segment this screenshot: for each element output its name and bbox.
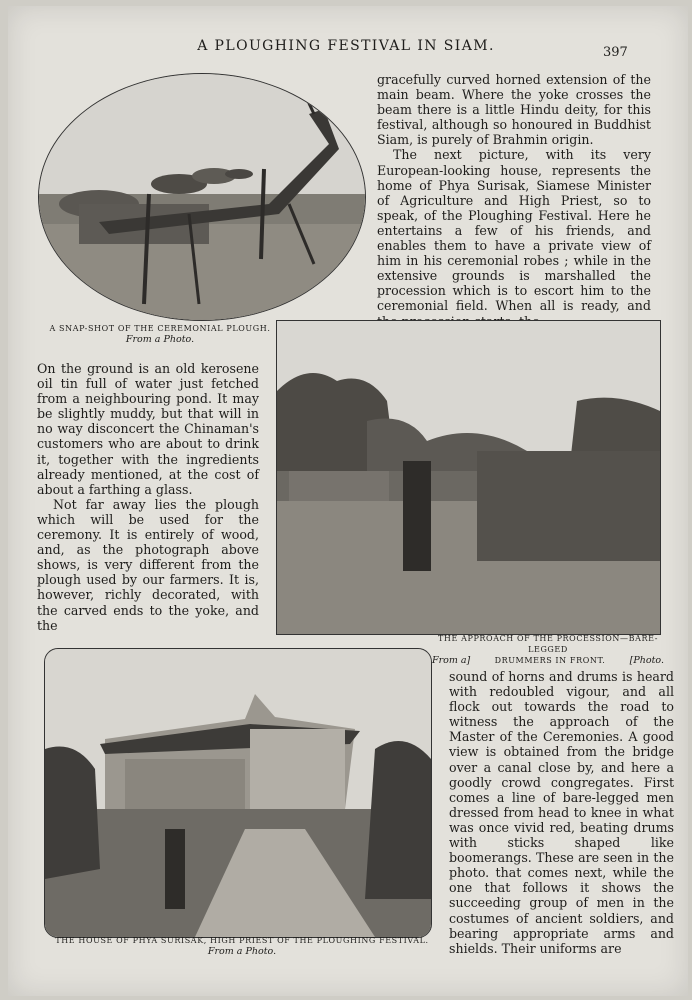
paragraph: gracefully curved horned extension of the main beam. Where the yoke crosses the beam there is a little Hindu deity, for this festival, although so honoured in Buddhist Siam, is purely of Brahmin origin.: [377, 72, 651, 148]
procession-caption: [432, 633, 664, 666]
house-caption: [52, 935, 432, 957]
paragraph: The next picture, with its very European-looking house, represents the home of Phya Surisak, Siamese Minister of Agriculture and High Priest, so to speak, of the Ploughing Festival. Here he entertains a few of his friends, and enables them to have a private view of him in his ceremonial robes ; while in the extensive grounds is marshalled the procession which is to escort him to the ceremonial field. When all is ready, and: [377, 147, 651, 314]
procession-caption-row: [432, 655, 664, 666]
plough-caption: [40, 323, 280, 345]
paragraph: Not far away lies the plough which will be used for the ceremony. It is entirely of wood, and, as the photograph above shows, is very different from the plough used by our farmers. It is, however, richly decorated, with the carved ends to the yoke, and the: [37, 496, 259, 633]
house-caption-text: THE HOUSE OF PHYA SURISAK, HIGH PRIEST OF THE PLOUGHING FESTIVAL.: [55, 936, 429, 945]
house-photo: [44, 648, 432, 938]
procession-caption-text: THE APPROACH OF THE PROCESSION—BARE-LEGGED: [437, 634, 659, 654]
paragraph: sound of horns and drums is heard with redoubled vigour, and all flock out towards the road to witness the approach of the Master of the Ceremonies. A good view is obtained from the bridge over a canal close by, and here a goodly crowd congregates. First comes a line of bare-legged men dressed from head to knee in what was once vivid red, beating drums with sticks shaped like boomerangs. These are seen in the photo. that comes next, while the one that follows it shows the succeeding group of men in the costumes of ancient soldiers, and bearing appropriate arms and shields. Their uniforms are: [449, 669, 674, 956]
right-bottom-column: [449, 669, 674, 956]
running-title: A PLOUGHING FESTIVAL IN SIAM.: [197, 38, 495, 54]
plough-source: From a Photo.: [125, 334, 195, 345]
procession-source-right: [Photo.: [629, 655, 664, 666]
procession-caption-cont: DRUMMERS IN FRONT.: [494, 656, 606, 665]
left-middle-column: [37, 361, 259, 633]
house-source: From a Photo.: [207, 946, 277, 957]
plough-caption-text: A SNAP-SHOT OF THE CEREMONIAL PLOUGH.: [49, 324, 271, 333]
paragraph: On the ground is an old kerosene oil tin full of water just fetched from a neighbouring pond. It may be slightly muddy, but that will in no way disconcert the Chinaman's customers who are about to drink it, together with the ingredients already mentioned, at the cost of about a farthing a glass.: [37, 361, 259, 497]
procession-source-left: From a]: [432, 655, 471, 666]
plough-photo: [38, 73, 366, 321]
right-top-column: [377, 72, 651, 329]
page-number: 397: [603, 45, 628, 60]
procession-photo: [276, 320, 661, 635]
